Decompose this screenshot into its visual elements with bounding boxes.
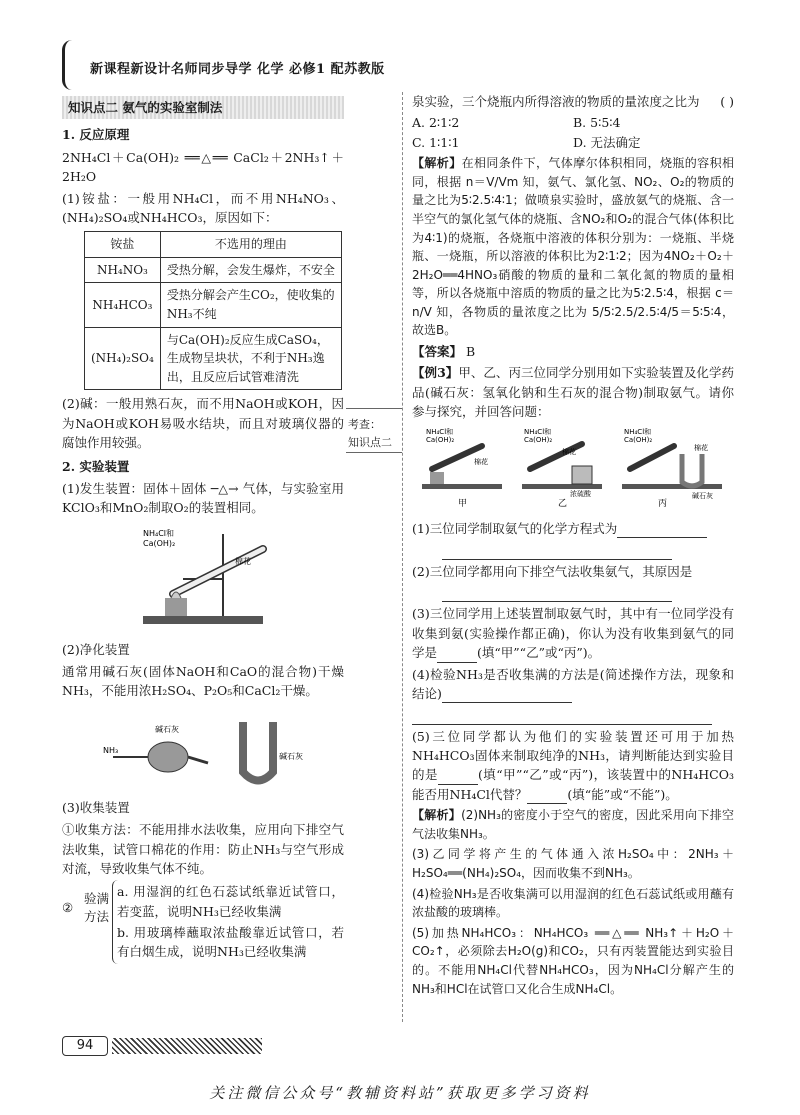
option: D. 无法确定 bbox=[573, 134, 641, 150]
fig1-label: Ca(OH)₂ bbox=[143, 538, 176, 548]
page-number: 94 bbox=[62, 1036, 108, 1056]
fig1-label: NH₄Cl和 bbox=[143, 528, 175, 538]
fig-label: 浓硫酸 bbox=[570, 489, 591, 498]
analysis-tag: 【解析】 bbox=[412, 156, 462, 171]
fig-label: Ca(OH)₂ bbox=[426, 435, 455, 444]
table-cell: NH₄HCO₃ bbox=[85, 283, 161, 327]
question-continuation bbox=[412, 92, 734, 111]
margin-rule bbox=[346, 452, 402, 453]
analysis-2-line bbox=[412, 806, 734, 843]
fig2-label: 碱石灰 bbox=[155, 724, 179, 734]
answer-tag: 【答案】 bbox=[412, 344, 463, 360]
option: C. 1∶1∶1 bbox=[412, 134, 460, 150]
question-1-line bbox=[412, 540, 734, 559]
question-3 bbox=[412, 604, 734, 662]
table-cell: 受热分解会产生CO₂，使收集的NH₃不纯 bbox=[160, 283, 341, 327]
question-text: 泉实验，三个烧瓶内所得溶液的物质的量浓度之比为 bbox=[412, 94, 700, 109]
answer-blank[interactable] bbox=[442, 601, 672, 602]
question-4 bbox=[412, 665, 734, 704]
answer-blank[interactable] bbox=[442, 559, 672, 560]
fig-label: NH₄Cl和 bbox=[524, 427, 552, 436]
check-block bbox=[62, 880, 344, 964]
question-1 bbox=[412, 519, 734, 538]
analysis-2-line: (4)检验NH₃是否收集满可以用湿润的红色石蕊试纸或用蘸有浓盐酸的玻璃棒。 bbox=[412, 886, 734, 920]
analysis-1 bbox=[412, 154, 734, 340]
fig-label: Ca(OH)₂ bbox=[524, 435, 553, 444]
equation-main: 2NH₄Cl＋Ca(OH)₂ ══△══ CaCl₂＋2NH₃↑＋2H₂O bbox=[62, 149, 344, 185]
table-cell: (NH₄)₂SO₄ bbox=[85, 327, 161, 390]
section-title: 知识点二 氨气的实验室制法 bbox=[62, 96, 344, 119]
option: B. 5∶5∶4 bbox=[573, 115, 621, 131]
answer-blank[interactable] bbox=[437, 662, 477, 663]
question-1-text: (1)三位同学制取氨气的化学方程式为 bbox=[412, 520, 618, 536]
question-2 bbox=[412, 562, 734, 581]
analysis-2-line: (5)加热NH₄HCO₃：NH₄HCO₃ ══△══ NH₃↑＋H₂O＋CO₂↑，必须除去H₂O(g)和CO₂，只有丙装置能达到实验目的。不能用NH₄Cl代替NH₄HCO₃，因为NH₄Cl分解产生的NH₃和HCl在试管口又化合生成NH₄Cl。 bbox=[412, 925, 734, 996]
question-5 bbox=[412, 727, 734, 805]
table-row bbox=[85, 327, 342, 390]
fig-label: NH₄Cl和 bbox=[624, 427, 652, 436]
options bbox=[412, 113, 734, 152]
question-3-text: (3)三位同学用上述装置制取氨气时，其中有一位同学没有收集到氨(实验操作都正确)，你认为没有收集到氨气的同学是 bbox=[412, 606, 734, 661]
three-apparatus-figure bbox=[412, 424, 732, 512]
table-cell: 受热分解，会发生爆炸，不安全 bbox=[160, 257, 341, 283]
fig-label: 碱石灰 bbox=[692, 491, 713, 500]
analysis-2 bbox=[412, 806, 734, 998]
purify-title: (2)净化装置 bbox=[62, 641, 130, 657]
answer-blank[interactable] bbox=[412, 724, 712, 725]
purify-paragraph: 通常用碱石灰(固体NaOH和CaO的混合物)干燥NH₃，不能用浓H₂SO₄、P₂O₅和CaCl₂干燥。 bbox=[62, 664, 344, 699]
question-2-line bbox=[412, 583, 734, 602]
question-4-line bbox=[412, 705, 734, 724]
right-column bbox=[412, 90, 734, 1000]
salt-table bbox=[84, 231, 342, 390]
header-title: 新课程新设计名师同步导学 化学 必修1 配苏教版 bbox=[90, 62, 385, 77]
analysis-2-line: (3)乙同学将产生的气体通入浓H₂SO₄中：2NH₃＋H₂SO₄══(NH₄)₂SO₄，因而收集不到NH₃。 bbox=[412, 847, 734, 880]
table-cell: 与Ca(OH)₂反应生成CaSO₄，生成物呈块状，不利于NH₃逸出，且反应后试管难清洗 bbox=[160, 327, 341, 390]
option: A. 2∶1∶2 bbox=[412, 115, 460, 131]
analysis-2-tag: 【解析】 bbox=[412, 808, 462, 823]
base-paragraph: (2)碱：一般用熟石灰，而不用NaOH或KOH，因为NaOH或KOH易吸水结块，而且对玻璃仪器的腐蚀作用较强。 bbox=[62, 396, 344, 451]
drying-apparatus-figure bbox=[93, 707, 313, 792]
check-option-a: a. 用湿润的红色石蕊试纸靠近试管口，若变蓝，说明NH₃已经收集满 bbox=[117, 884, 344, 919]
fig-label: 棉花 bbox=[474, 457, 488, 466]
table-header-row bbox=[85, 232, 342, 258]
table-row bbox=[85, 257, 342, 283]
generator-apparatus-figure bbox=[123, 524, 283, 634]
fig-label: 棉花 bbox=[562, 447, 576, 456]
fig-label: 棉花 bbox=[694, 443, 708, 452]
check-option-b: b. 用玻璃棒蘸取浓盐酸靠近试管口，若有白烟生成，说明NH₃已经收集满 bbox=[117, 925, 344, 960]
example-text: 甲、乙、丙三位同学分别用如下实验装置及化学药品(碱石灰：氢氧化钠和生石灰的混合物)制取氨气。请你参与探究，并回答问题： bbox=[412, 365, 734, 420]
fig-label: 丙 bbox=[658, 498, 668, 509]
question-5-text: (5)三位同学都认为他们的实验装置还可用于加热NH₄HCO₃固体来制取纯净的NH₃，请判断能达到实验目的是 bbox=[412, 728, 734, 783]
check-label: 验满方法 bbox=[84, 891, 110, 924]
footer-note: 关注微信公众号“教辅资料站”获取更多学习资料 bbox=[209, 1084, 591, 1102]
example-3 bbox=[412, 363, 734, 421]
generator-paragraph: (1)发生装置：固体＋固体 ─△→ 气体，与实验室用KClO₃和MnO₂制取O₂的装置相同。 bbox=[62, 480, 344, 516]
fig-label: Ca(OH)₂ bbox=[624, 435, 653, 444]
answer-value: B bbox=[466, 344, 476, 360]
table-header: 不选用的理由 bbox=[160, 232, 341, 258]
example-tag: 【例3】 bbox=[412, 365, 459, 381]
fig-label: NH₄Cl和 bbox=[426, 427, 454, 436]
table-cell: NH₄NO₃ bbox=[85, 257, 161, 283]
question-5-suffix: (填“能”或“不能”)。 bbox=[567, 786, 678, 802]
answer-blank[interactable] bbox=[527, 803, 567, 804]
header-bracket bbox=[62, 40, 76, 90]
margin-rule bbox=[346, 408, 402, 409]
heading-apparatus: 2. 实验装置 bbox=[62, 458, 130, 474]
answer-blank[interactable] bbox=[438, 784, 478, 785]
left-column bbox=[62, 96, 344, 964]
question-2-text: (2)三位同学都用向下排空气法收集氨气，其原因是 bbox=[412, 563, 693, 579]
margin-note bbox=[348, 416, 400, 451]
analysis-text: 在相同条件下，气体摩尔体积相同，烧瓶的容积相同，根据 n＝V/Vm 知，氨气、氯化氢、NO₂、O₂的物质的量之比为5∶2.5∶4∶1；做喷泉实验时，盛放氨气的烧瓶、含一半空气的氯化氢气体的烧瓶、含NO₂和O₂的混合气体(体积比为4∶1)的烧瓶，各烧瓶中溶液的体积分别为：一烧瓶、半烧瓶、一烧瓶，所以溶液的体积比为2∶1∶2；因为4NO₂＋O₂＋2H₂O══4HNO₃硝酸的物质的量和二氧化氮的物质的量相等，所以各烧瓶中溶质的物质的量之比为5∶2.5∶4，根据 c＝n/V 知，各物质的量浓度之比为 5/5∶2.5/2.5∶4/5＝5∶5∶4，故选B。 bbox=[412, 156, 734, 338]
margin-note-line: 知识点二 bbox=[348, 435, 392, 449]
fig1-label: 棉花 bbox=[235, 556, 251, 566]
footer-pattern bbox=[112, 1038, 262, 1054]
margin-note-line: 考查： bbox=[348, 418, 381, 431]
check-num: ② bbox=[62, 900, 74, 916]
table-row bbox=[85, 283, 342, 327]
collect-title: (3)收集装置 bbox=[62, 799, 130, 815]
check-options bbox=[112, 880, 344, 964]
answer-paren: ( ) bbox=[720, 94, 734, 109]
collect-paragraph: ①收集方法：不能用排水法收集，应用向下排空气法收集，试管口棉花的作用：防止NH₃与空气形成对流，导致收集气体不纯。 bbox=[62, 822, 344, 876]
heading-reaction: 1. 反应原理 bbox=[62, 127, 130, 143]
fig-label: 甲 bbox=[458, 498, 468, 509]
question-5-mid: (填“甲”“乙”或“丙”)，该装置中的NH₄HCO₃能否用NH₄Cl代替？ bbox=[412, 767, 734, 802]
fig-label: 乙 bbox=[558, 498, 568, 509]
answer-blank[interactable] bbox=[442, 702, 572, 703]
answer-blank[interactable] bbox=[617, 537, 707, 538]
column-divider bbox=[402, 92, 403, 1022]
answer-line bbox=[412, 342, 734, 361]
fig2-label: NH₃ bbox=[103, 745, 119, 755]
salt-paragraph: (1)铵盐：一般用NH₄Cl，而不用NH₄NO₃、(NH₄)₂SO₄或NH₄HCO₃，原因如下： bbox=[62, 190, 344, 225]
analysis-2-text: (2)NH₃的密度小于空气的密度，因此采用向下排空气法收集NH₃。 bbox=[412, 808, 734, 841]
fig2-label: 碱石灰 bbox=[279, 751, 303, 761]
question-4-text: (4)检验NH₃是否收集满的方法是(简述操作方法，现象和结论) bbox=[412, 666, 734, 701]
table-header: 铵盐 bbox=[85, 232, 161, 258]
question-3-suffix: (填“甲”“乙”或“丙”)。 bbox=[477, 645, 601, 661]
